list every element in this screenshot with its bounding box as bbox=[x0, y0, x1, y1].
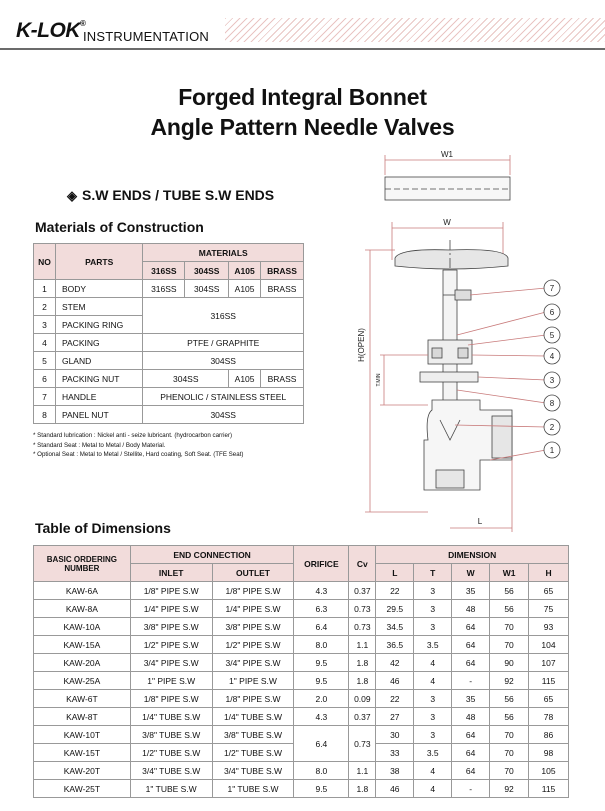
cell-inlet: 1/4" PIPE S.W bbox=[130, 600, 212, 618]
cell-dim-l: 27 bbox=[376, 708, 414, 726]
callout-label: 8 bbox=[549, 399, 555, 408]
cell-part: GLAND bbox=[55, 352, 142, 370]
cell-inlet: 1/2" PIPE S.W bbox=[130, 636, 212, 654]
col-dimension-header: DIMENSION bbox=[376, 546, 569, 564]
table-row bbox=[34, 280, 304, 298]
header-divider bbox=[0, 48, 605, 50]
cell-no: 4 bbox=[34, 334, 56, 352]
cell-outlet: 1/4" TUBE S.W bbox=[212, 708, 294, 726]
col-outlet-header: OUTLET bbox=[212, 564, 294, 582]
brand-logo bbox=[16, 19, 85, 43]
cell-orifice: 8.0 bbox=[294, 636, 349, 654]
materials-table bbox=[33, 243, 304, 424]
cell-cv: 0.37 bbox=[349, 708, 376, 726]
cell-cv: 0.73 bbox=[349, 726, 376, 762]
cell-dim-w: 35 bbox=[452, 582, 490, 600]
cell-dim-w1: 70 bbox=[490, 744, 529, 762]
cell-dim-w: 48 bbox=[452, 600, 490, 618]
col-w1-header: W1 bbox=[490, 564, 529, 582]
cell-dim-h: 65 bbox=[529, 690, 569, 708]
cell-part: PANEL NUT bbox=[55, 406, 142, 424]
cell-orifice: 2.0 bbox=[294, 690, 349, 708]
cell-dim-h: 78 bbox=[529, 708, 569, 726]
cell-dim-w: - bbox=[452, 780, 490, 798]
cell-dim-h: 115 bbox=[529, 780, 569, 798]
col-316ss-header: 316SS bbox=[143, 262, 185, 280]
cell-dim-t: 3.5 bbox=[414, 636, 452, 654]
cell-dim-w: 64 bbox=[452, 726, 490, 744]
cell-ordering-number: KAW-10T bbox=[34, 726, 131, 744]
cell-dim-l: 42 bbox=[376, 654, 414, 672]
table-row bbox=[34, 708, 569, 726]
callout-label: 5 bbox=[549, 331, 555, 340]
cell-ordering-number: KAW-25A bbox=[34, 672, 131, 690]
cell-material: 304SS bbox=[143, 370, 229, 388]
cell-cv: 1.1 bbox=[349, 762, 376, 780]
cell-dim-h: 104 bbox=[529, 636, 569, 654]
col-parts-header: PARTS bbox=[55, 244, 142, 280]
col-inlet-header: INLET bbox=[130, 564, 212, 582]
cell-material: A105 bbox=[229, 370, 261, 388]
cell-dim-w: 64 bbox=[452, 654, 490, 672]
cell-dim-t: 4 bbox=[414, 654, 452, 672]
valve-technical-drawing bbox=[340, 140, 605, 535]
h-open-dimension-label: H(OPEN) bbox=[357, 328, 366, 362]
cell-dim-h: 86 bbox=[529, 726, 569, 744]
cell-inlet: 1/4" TUBE S.W bbox=[130, 708, 212, 726]
table-row bbox=[34, 334, 304, 352]
cell-material: 316SS bbox=[143, 298, 304, 334]
cell-ordering-number: KAW-8A bbox=[34, 600, 131, 618]
cell-outlet: 1/8" PIPE S.W bbox=[212, 582, 294, 600]
cell-dim-w1: 70 bbox=[490, 762, 529, 780]
cell-dim-w1: 70 bbox=[490, 636, 529, 654]
l-dimension-label: L bbox=[477, 517, 483, 526]
cell-dim-t: 3.5 bbox=[414, 744, 452, 762]
cell-dim-l: 46 bbox=[376, 780, 414, 798]
diamond-bullet-icon: ◈ bbox=[67, 188, 77, 203]
cell-no: 2 bbox=[34, 298, 56, 316]
col-t-header: T bbox=[414, 564, 452, 582]
cell-part: BODY bbox=[55, 280, 142, 298]
col-no-header: NO bbox=[34, 244, 56, 280]
cell-outlet: 3/4" PIPE S.W bbox=[212, 654, 294, 672]
col-a105-header: A105 bbox=[229, 262, 261, 280]
table-row bbox=[34, 780, 569, 798]
cell-material: 316SS bbox=[143, 280, 185, 298]
cell-dim-t: 3 bbox=[414, 690, 452, 708]
cell-dim-w: 64 bbox=[452, 618, 490, 636]
cell-dim-l: 46 bbox=[376, 672, 414, 690]
cell-dim-l: 22 bbox=[376, 690, 414, 708]
cell-outlet: 3/4" TUBE S.W bbox=[212, 762, 294, 780]
table-row bbox=[34, 672, 569, 690]
cell-ordering-number: KAW-15T bbox=[34, 744, 131, 762]
cell-dim-w1: 70 bbox=[490, 618, 529, 636]
table-row bbox=[34, 618, 569, 636]
callout-label: 1 bbox=[549, 446, 555, 455]
cell-orifice: 8.0 bbox=[294, 762, 349, 780]
cell-cv: 0.73 bbox=[349, 618, 376, 636]
col-cv-header: Cv bbox=[349, 546, 376, 582]
cell-outlet: 1/2" TUBE S.W bbox=[212, 744, 294, 762]
cell-outlet: 1/2" PIPE S.W bbox=[212, 636, 294, 654]
cell-dim-t: 3 bbox=[414, 618, 452, 636]
cell-inlet: 3/8" PIPE S.W bbox=[130, 618, 212, 636]
cell-material: PHENOLIC / STAINLESS STEEL bbox=[143, 388, 304, 406]
cell-no: 7 bbox=[34, 388, 56, 406]
cell-ordering-number: KAW-20T bbox=[34, 762, 131, 780]
note-line: * Standard lubrication : Nickel anti - seize lubricant. (hydrocarbon carrier) bbox=[33, 432, 233, 439]
cell-material: BRASS bbox=[261, 280, 304, 298]
cell-dim-t: 3 bbox=[414, 708, 452, 726]
cell-outlet: 3/8" PIPE S.W bbox=[212, 618, 294, 636]
cell-dim-w: 35 bbox=[452, 690, 490, 708]
cell-inlet: 1/2" TUBE S.W bbox=[130, 744, 212, 762]
cell-no: 6 bbox=[34, 370, 56, 388]
cell-cv: 1.1 bbox=[349, 636, 376, 654]
col-w-header: W bbox=[452, 564, 490, 582]
w-dimension-label: W bbox=[443, 218, 451, 227]
materials-heading: Materials of Construction bbox=[35, 219, 204, 235]
table-row bbox=[34, 690, 569, 708]
dimensions-table bbox=[33, 545, 569, 798]
cell-no: 3 bbox=[34, 316, 56, 334]
cell-dim-l: 30 bbox=[376, 726, 414, 744]
cell-material: BRASS bbox=[261, 370, 304, 388]
cell-outlet: 1" TUBE S.W bbox=[212, 780, 294, 798]
cell-dim-l: 33 bbox=[376, 744, 414, 762]
cell-ordering-number: KAW-6T bbox=[34, 690, 131, 708]
table-row bbox=[34, 298, 304, 316]
table-row bbox=[34, 600, 569, 618]
material-notes bbox=[33, 431, 243, 460]
col-l-header: L bbox=[376, 564, 414, 582]
table-row bbox=[34, 406, 304, 424]
cell-outlet: 1" PIPE S.W bbox=[212, 672, 294, 690]
cell-material: 304SS bbox=[143, 352, 304, 370]
cell-inlet: 3/4" TUBE S.W bbox=[130, 762, 212, 780]
cell-dim-h: 115 bbox=[529, 672, 569, 690]
col-end-connection-header: END CONNECTION bbox=[130, 546, 294, 564]
cell-dim-w1: 56 bbox=[490, 600, 529, 618]
cell-inlet: 3/8" TUBE S.W bbox=[130, 726, 212, 744]
cell-inlet: 1" TUBE S.W bbox=[130, 780, 212, 798]
cell-material: A105 bbox=[229, 280, 261, 298]
cell-orifice: 9.5 bbox=[294, 672, 349, 690]
callout-label: 2 bbox=[549, 423, 555, 432]
dimensions-heading: Table of Dimensions bbox=[35, 520, 171, 536]
cell-ordering-number: KAW-10A bbox=[34, 618, 131, 636]
cell-outlet: 1/8" PIPE S.W bbox=[212, 690, 294, 708]
page-title bbox=[0, 82, 605, 142]
cell-dim-t: 3 bbox=[414, 726, 452, 744]
cell-dim-l: 34.5 bbox=[376, 618, 414, 636]
callout-label: 3 bbox=[549, 376, 555, 385]
cell-inlet: 1/8" PIPE S.W bbox=[130, 582, 212, 600]
table-row bbox=[34, 388, 304, 406]
cell-ordering-number: KAW-15A bbox=[34, 636, 131, 654]
cell-orifice: 4.3 bbox=[294, 708, 349, 726]
cell-orifice: 6.4 bbox=[294, 726, 349, 762]
cell-orifice: 4.3 bbox=[294, 582, 349, 600]
cell-orifice: 6.3 bbox=[294, 600, 349, 618]
cell-dim-w: 64 bbox=[452, 636, 490, 654]
col-materials-header: MATERIALS bbox=[143, 244, 304, 262]
cell-no: 5 bbox=[34, 352, 56, 370]
col-h-header: H bbox=[529, 564, 569, 582]
cell-outlet: 3/8" TUBE S.W bbox=[212, 726, 294, 744]
cell-orifice: 9.5 bbox=[294, 654, 349, 672]
cell-dim-w1: 92 bbox=[490, 672, 529, 690]
cell-inlet: 1" PIPE S.W bbox=[130, 672, 212, 690]
header-hatch-decoration bbox=[225, 18, 605, 42]
brand-registered-mark: ® bbox=[80, 19, 86, 28]
cell-cv: 0.37 bbox=[349, 582, 376, 600]
cell-dim-t: 4 bbox=[414, 762, 452, 780]
cell-ordering-number: KAW-6A bbox=[34, 582, 131, 600]
cell-dim-h: 75 bbox=[529, 600, 569, 618]
cell-ordering-number: KAW-25T bbox=[34, 780, 131, 798]
table-row bbox=[34, 762, 569, 780]
cell-dim-h: 105 bbox=[529, 762, 569, 780]
title-line-2: Angle Pattern Needle Valves bbox=[150, 114, 455, 140]
col-basic-number-header: BASIC ORDERING NUMBER bbox=[34, 546, 131, 582]
cell-dim-t: 4 bbox=[414, 672, 452, 690]
cell-no: 8 bbox=[34, 406, 56, 424]
cell-dim-l: 29.5 bbox=[376, 600, 414, 618]
cell-cv: 0.09 bbox=[349, 690, 376, 708]
cell-cv: 1.8 bbox=[349, 654, 376, 672]
table-row bbox=[34, 370, 304, 388]
col-orifice-header: ORIFICE bbox=[294, 546, 349, 582]
ends-heading bbox=[67, 187, 274, 204]
cell-dim-w1: 70 bbox=[490, 726, 529, 744]
cell-dim-t: 4 bbox=[414, 780, 452, 798]
cell-part: PACKING NUT bbox=[55, 370, 142, 388]
cell-dim-t: 3 bbox=[414, 582, 452, 600]
cell-dim-h: 93 bbox=[529, 618, 569, 636]
cell-part: HANDLE bbox=[55, 388, 142, 406]
cell-dim-w: 64 bbox=[452, 762, 490, 780]
note-line: * Optional Seat : Metal to Metal / Stellite, Hard coating, Soft Seat. (TFE Seat) bbox=[33, 451, 244, 458]
table-row bbox=[34, 582, 569, 600]
callout-label: 4 bbox=[549, 352, 555, 361]
cell-dim-w1: 56 bbox=[490, 708, 529, 726]
cell-dim-w1: 92 bbox=[490, 780, 529, 798]
table-row bbox=[34, 636, 569, 654]
cell-cv: 1.8 bbox=[349, 780, 376, 798]
cell-inlet: 3/4" PIPE S.W bbox=[130, 654, 212, 672]
ends-heading-text: S.W ENDS / TUBE S.W ENDS bbox=[82, 187, 275, 203]
callout-label: 6 bbox=[549, 308, 555, 317]
cell-dim-w1: 90 bbox=[490, 654, 529, 672]
cell-dim-h: 107 bbox=[529, 654, 569, 672]
cell-dim-w1: 56 bbox=[490, 690, 529, 708]
cell-ordering-number: KAW-20A bbox=[34, 654, 131, 672]
table-header-row bbox=[34, 244, 304, 262]
cell-dim-h: 98 bbox=[529, 744, 569, 762]
col-brass-header: BRASS bbox=[261, 262, 304, 280]
cell-orifice: 9.5 bbox=[294, 780, 349, 798]
cell-material: 304SS bbox=[185, 280, 229, 298]
cell-cv: 0.73 bbox=[349, 600, 376, 618]
cell-ordering-number: KAW-8T bbox=[34, 708, 131, 726]
cell-dim-w: 48 bbox=[452, 708, 490, 726]
brand-name: K-LOK bbox=[16, 19, 80, 42]
cell-no: 1 bbox=[34, 280, 56, 298]
cell-dim-l: 22 bbox=[376, 582, 414, 600]
cell-dim-w: 64 bbox=[452, 744, 490, 762]
table-row bbox=[34, 654, 569, 672]
table-header-row bbox=[34, 546, 569, 564]
cell-part: STEM bbox=[55, 298, 142, 316]
cell-material: 304SS bbox=[143, 406, 304, 424]
col-304ss-header: 304SS bbox=[185, 262, 229, 280]
cell-dim-w1: 56 bbox=[490, 582, 529, 600]
cell-outlet: 1/4" PIPE S.W bbox=[212, 600, 294, 618]
callout-label: 7 bbox=[549, 284, 555, 293]
table-row bbox=[34, 726, 569, 744]
cell-cv: 1.8 bbox=[349, 672, 376, 690]
cell-material: PTFE / GRAPHITE bbox=[143, 334, 304, 352]
cell-dim-l: 36.5 bbox=[376, 636, 414, 654]
table-row bbox=[34, 352, 304, 370]
cell-inlet: 1/8" PIPE S.W bbox=[130, 690, 212, 708]
dimensions-table-body bbox=[34, 582, 569, 798]
cell-part: PACKING RING bbox=[55, 316, 142, 334]
cell-dim-h: 65 bbox=[529, 582, 569, 600]
cell-part: PACKING bbox=[55, 334, 142, 352]
cell-dim-t: 3 bbox=[414, 600, 452, 618]
note-line: * Standard Seat : Metal to Metal / Body Material. bbox=[33, 441, 166, 449]
title-line-1: Forged Integral Bonnet bbox=[178, 84, 427, 110]
w1-dimension-label: W1 bbox=[441, 150, 453, 159]
brand-subtitle: INSTRUMENTATION bbox=[83, 29, 210, 44]
page-header bbox=[0, 0, 605, 62]
cell-dim-w: - bbox=[452, 672, 490, 690]
cell-orifice: 6.4 bbox=[294, 618, 349, 636]
cell-dim-l: 38 bbox=[376, 762, 414, 780]
t-min-dimension-label: T.MIN bbox=[376, 373, 382, 387]
